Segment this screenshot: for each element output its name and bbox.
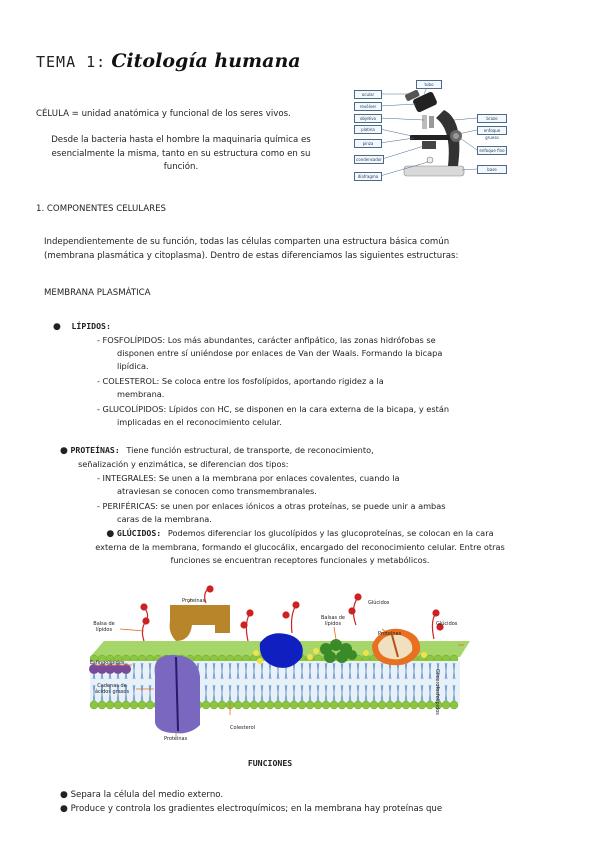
diagram-label: Balsa de lípidos	[93, 621, 115, 633]
microscope-label: revólver	[354, 102, 382, 111]
glucidos-text: Podemos diferenciar los glucolípidos y las glucoproteínas, se colocan en la cara	[167, 528, 494, 538]
list-item	[60, 803, 442, 817]
proteinas-text-2: señalización y enzimática, se diferencian dos tipos:	[78, 459, 289, 469]
item-line: - FOSFOLÍPIDOS: Los más abundantes, carácter anfipático, las zonas hidrófobas se	[97, 335, 436, 345]
funciones-list	[60, 789, 442, 816]
microscope-label: diafragma	[354, 172, 382, 181]
membrane-heading: MEMBRANA PLASMÁTICA	[44, 288, 151, 298]
item-line: - GLUCOLÍPIDOS: Lípidos con HC, se disponen en la cara externa de la bicapa, y están	[97, 404, 450, 414]
microscope-image	[352, 80, 507, 185]
bullet-icon: ●	[106, 529, 115, 539]
paragraph-line: (membrana plasmática y citoplasma). Dentro de estas diferenciamos las siguientes estructuras:	[44, 250, 459, 261]
title-prefix: TEMA 1:	[36, 53, 107, 71]
item-line: atraviesan se conocen como transmembranales.	[117, 486, 317, 496]
cell-definition: CÉLULA = unidad anatómica y funcional de los seres vivos.	[36, 109, 291, 119]
microscope-label: objetivo	[354, 114, 382, 123]
diagram-label: Balsas de lípidos	[321, 615, 345, 627]
list-item	[60, 789, 442, 803]
item-line: - PERIFÉRICAS: se unen por enlaces iónicos a otras proteínas, se puede unir a ambas	[97, 501, 446, 511]
microscope-label: condensador	[354, 155, 384, 164]
diagram-label: Esfingolípidos	[90, 660, 125, 666]
microscope-label: pinza	[354, 139, 382, 148]
section-paragraph	[44, 236, 458, 263]
proteinas-block	[60, 444, 374, 458]
diagram-label: Glúcidos	[436, 621, 458, 627]
bullet-icon: ●	[60, 790, 68, 800]
bullet-icon: ●	[53, 322, 61, 332]
intro-line: función.	[163, 162, 199, 172]
lipid-item-glucolipidos	[97, 403, 449, 429]
glucidos-line	[40, 527, 560, 541]
microscope-label: base	[477, 165, 507, 174]
paragraph-line: Independientemente de su función, todas las células comparten una estructura básica común	[44, 237, 450, 247]
glucidos-line: externa de la membrana, formando el glucocálix, encargado del reconocimiento celular. Entre otras	[95, 542, 505, 552]
function-text: Separa la célula del medio externo.	[70, 790, 224, 800]
diagram-label: Proteínas	[182, 598, 206, 604]
lipid-item-colesterol	[97, 375, 384, 401]
glucidos-label: GLÚCIDOS:	[116, 528, 162, 538]
title-main: Citología humana	[111, 50, 301, 72]
function-text: Produce y controla los gradientes electroquímicos; en la membrana hay proteínas que	[70, 803, 443, 814]
microscope-label: ocular	[354, 90, 382, 99]
diagram-label: Glicerofosfolípidos	[434, 669, 440, 715]
membrane-drawing	[80, 585, 472, 747]
diagram-label: Proteínas	[164, 736, 188, 742]
diagram-label: Colesterol	[230, 725, 256, 731]
bullet-icon: ●	[60, 803, 68, 814]
diagram-label: Cadenas de ácidos grasos	[94, 683, 130, 695]
glucidos-line: funciones se encuentran receptores funcionales y metabólicos.	[170, 555, 430, 565]
lipidos-heading	[53, 320, 111, 334]
page-title	[36, 50, 301, 72]
proteinas-label: PROTEÍNAS:	[70, 445, 120, 455]
protein-item-integrales	[97, 472, 400, 498]
section-heading: 1. COMPONENTES CELULARES	[36, 204, 167, 214]
item-line: - INTEGRALES: Se unen a la membrana por enlaces covalentes, cuando la	[97, 473, 400, 483]
microscope-label: tubo	[416, 80, 442, 89]
lipidos-label: LÍPIDOS:	[71, 321, 111, 331]
intro-paragraph	[36, 134, 326, 175]
microscope-label: enfoque fino	[477, 146, 507, 155]
membrane-diagram	[80, 585, 472, 747]
intro-line: esencialmente la misma, tanto en su estructura como en su	[51, 148, 311, 159]
microscope-label: brazo	[477, 114, 507, 123]
microscope-label: enfoque grueso	[477, 126, 507, 135]
intro-line: Desde la bacteria hasta el hombre la maquinaria química es	[51, 135, 311, 145]
item-line: membrana.	[117, 389, 165, 399]
funciones-heading: FUNCIONES	[247, 758, 293, 768]
glucidos-block	[40, 527, 560, 567]
diagram-label: Proteínas	[378, 631, 402, 637]
protein-item-perifericas	[97, 500, 446, 526]
item-line: implicadas en el reconocimiento celular.	[117, 417, 282, 427]
item-line: - COLESTEROL: Se coloca entre los fosfolípidos, aportando rigidez a la	[97, 376, 384, 386]
proteinas-text: Tiene función estructural, de transporte, de reconocimiento,	[126, 445, 374, 455]
item-line: caras de la membrana.	[117, 514, 212, 524]
bullet-icon: ●	[60, 446, 68, 456]
item-line: lipídica.	[117, 361, 149, 371]
diagram-label: Glúcidos	[368, 600, 390, 606]
item-line: disponen entre sí uniéndose por enlaces de Van der Waals. Formando la bicapa	[117, 348, 443, 358]
microscope-label: platina	[354, 125, 382, 134]
lipid-item-fosfolipidos	[97, 334, 442, 373]
